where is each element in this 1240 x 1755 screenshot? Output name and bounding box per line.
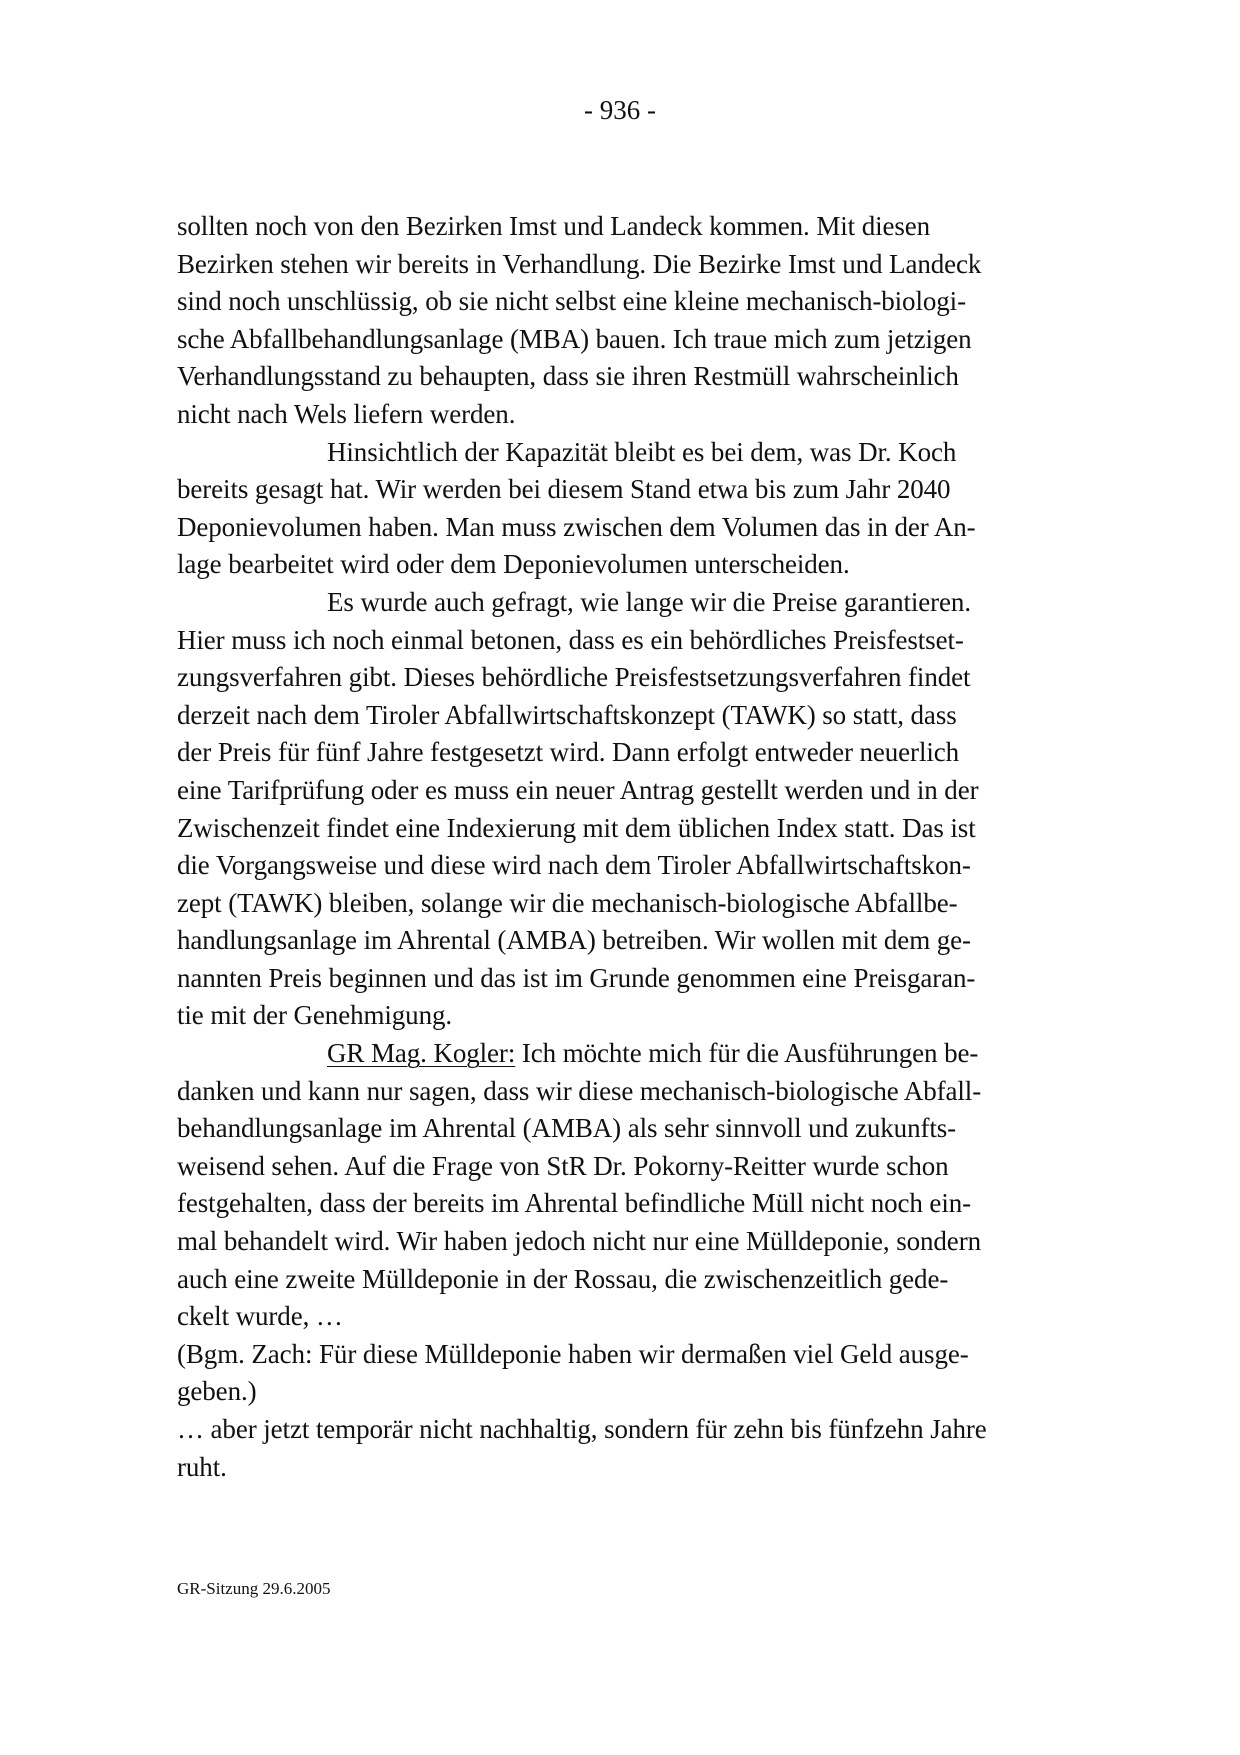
text-line <box>177 246 1057 284</box>
text-line <box>177 659 1057 697</box>
line-text: Ich möchte mich für die Ausführungen be- <box>515 1038 979 1069</box>
line-text: sche Abfallbehandlungsanlage (MBA) bauen. Ich traue mich zum jetzigen <box>177 323 972 354</box>
line-text: ruht. <box>177 1451 227 1482</box>
line-text: Hier muss ich noch einmal betonen, dass es ein behördliches Preisfestset- <box>177 624 964 655</box>
text-line <box>177 321 1057 359</box>
line-text: zept (TAWK) bleiben, solange wir die mechanisch-biologische Abfallbe- <box>177 887 958 918</box>
text-line <box>177 509 1057 547</box>
line-text: nicht nach Wels liefern werden. <box>177 398 516 429</box>
line-text: tie mit der Genehmigung. <box>177 1000 453 1031</box>
page-number: - 936 - <box>584 95 656 125</box>
line-text: Deponievolumen haben. Man muss zwischen dem Volumen das in der An- <box>177 511 976 542</box>
line-text: behandlungsanlage im Ahrental (AMBA) als sehr sinnvoll und zukunfts- <box>177 1113 957 1144</box>
text-line <box>177 471 1057 509</box>
text-line <box>177 1411 1057 1449</box>
text-line <box>177 1449 1057 1487</box>
text-line <box>177 283 1057 321</box>
line-text: geben.) <box>177 1376 257 1407</box>
line-text: handlungsanlage im Ahrental (AMBA) betreiben. Wir wollen mit dem ge- <box>177 925 971 956</box>
text-line <box>177 1185 1057 1223</box>
body-text <box>177 208 1057 1486</box>
line-text: auch eine zweite Mülldeponie in der Rossau, die zwischenzeitlich gede- <box>177 1263 949 1294</box>
text-line <box>177 1223 1057 1261</box>
text-line <box>177 208 1057 246</box>
speaker-name: GR Mag. Kogler: <box>327 1038 516 1069</box>
line-text: weisend sehen. Auf die Frage von StR Dr. Pokorny-Reitter wurde schon <box>177 1150 949 1181</box>
line-text: Bezirken stehen wir bereits in Verhandlung. Die Bezirke Imst und Landeck <box>177 248 982 279</box>
line-text: mal behandelt wird. Wir haben jedoch nicht nur eine Mülldeponie, sondern <box>177 1226 981 1257</box>
text-line <box>177 1035 1057 1073</box>
text-line <box>177 1298 1057 1336</box>
text-line <box>177 885 1057 923</box>
text-line <box>177 622 1057 660</box>
text-line <box>177 1148 1057 1186</box>
text-line <box>177 997 1057 1035</box>
line-text: eine Tarifprüfung oder es muss ein neuer Antrag gestellt werden und in der <box>177 774 979 805</box>
text-line <box>177 1373 1057 1411</box>
line-text: zungsverfahren gibt. Dieses behördliche Preisfestsetzungsverfahren findet <box>177 662 971 693</box>
text-line <box>177 960 1057 998</box>
text-line <box>177 734 1057 772</box>
line-text: lage bearbeitet wird oder dem Deponievolumen unterscheiden. <box>177 549 850 580</box>
text-line <box>177 1110 1057 1148</box>
text-line <box>177 697 1057 735</box>
line-text: der Preis für fünf Jahre festgesetzt wird. Dann erfolgt entweder neuerlich <box>177 737 960 768</box>
page-footer: GR-Sitzung 29.6.2005 <box>177 1579 331 1598</box>
line-text: sind noch unschlüssig, ob sie nicht selbst eine kleine mechanisch-biologi- <box>177 286 966 317</box>
line-text: (Bgm. Zach: Für diese Mülldeponie haben wir dermaßen viel Geld ausge- <box>177 1338 969 1369</box>
line-text: ckelt wurde, … <box>177 1301 343 1332</box>
line-text: … aber jetzt temporär nicht nachhaltig, sondern für zehn bis fünfzehn Jahre <box>177 1414 987 1444</box>
line-text: nannten Preis beginnen und das ist im Grunde genommen eine Preisgaran- <box>177 962 976 993</box>
line-text: bereits gesagt hat. Wir werden bei diesem Stand etwa bis zum Jahr 2040 <box>177 474 951 505</box>
line-text: Es wurde auch gefragt, wie lange wir die Preise garantieren. <box>327 586 971 617</box>
text-line <box>177 1261 1057 1299</box>
line-text: festgehalten, dass der bereits im Ahrental befindliche Müll nicht noch ein- <box>177 1188 972 1219</box>
text-line <box>177 584 1057 622</box>
line-text: die Vorgangsweise und diese wird nach dem Tiroler Abfallwirtschaftskon- <box>177 850 971 881</box>
text-line <box>177 847 1057 885</box>
line-text: Verhandlungsstand zu behaupten, dass sie ihren Restmüll wahrscheinlich <box>177 361 959 392</box>
text-line <box>177 810 1057 848</box>
line-text: danken und kann nur sagen, dass wir diese mechanisch-biologische Abfall- <box>177 1075 982 1106</box>
text-line <box>177 434 1057 472</box>
text-line <box>177 396 1057 434</box>
line-text: Zwischenzeit findet eine Indexierung mit dem üblichen Index statt. Das ist <box>177 812 976 843</box>
text-line <box>177 772 1057 810</box>
line-text: Hinsichtlich der Kapazität bleibt es bei dem, was Dr. Koch <box>327 436 957 467</box>
text-line <box>177 1073 1057 1111</box>
text-line <box>177 358 1057 396</box>
text-line <box>177 1336 1057 1374</box>
text-line <box>177 922 1057 960</box>
line-text: derzeit nach dem Tiroler Abfallwirtschaftskonzept (TAWK) so statt, dass <box>177 699 957 730</box>
text-line <box>177 546 1057 584</box>
line-text: sollten noch von den Bezirken Imst und Landeck kommen. Mit diesen <box>177 211 931 241</box>
